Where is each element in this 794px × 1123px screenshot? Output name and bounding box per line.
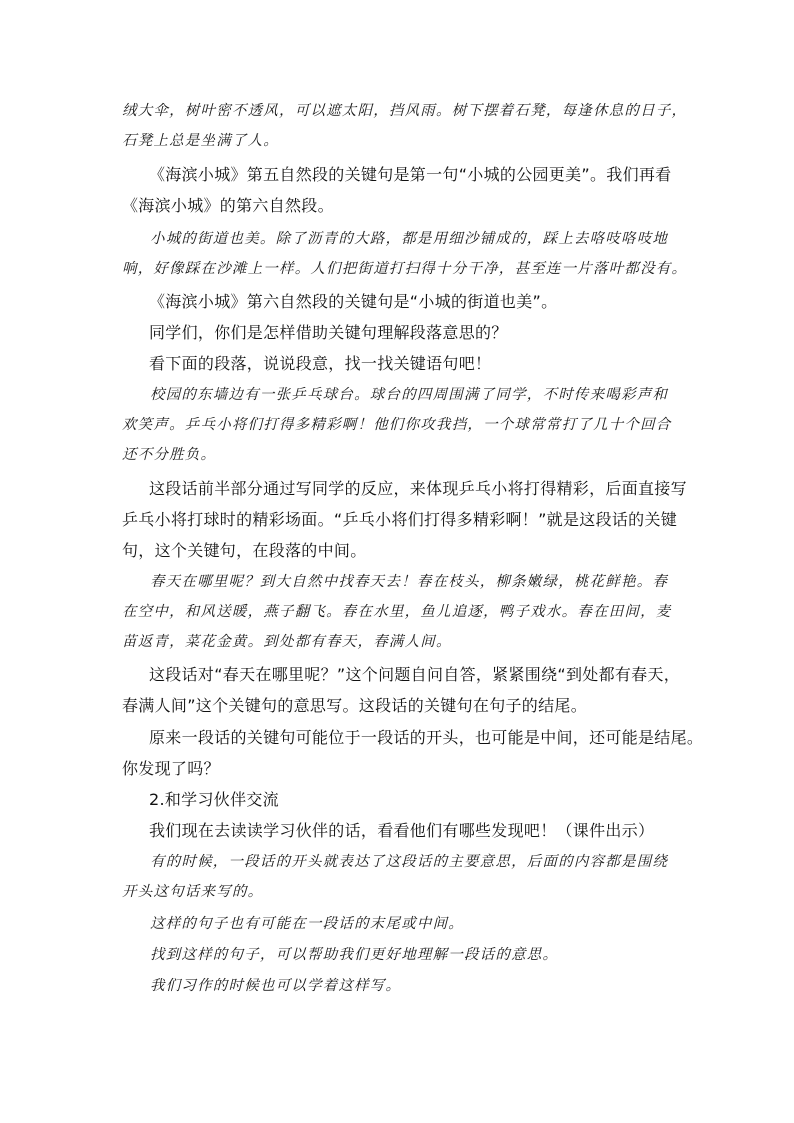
text-line-10: 校园的东墙边有一张乒乓球台。球台的四周围满了同学，不时传来喝彩声和	[150, 387, 669, 403]
text-line-14: 乒乓小将打球时的精彩场面。“乒乓小将们打得多精彩啊！”就是这段话的关键	[122, 510, 678, 529]
text-line-28: 找到这样的句子，可以帮助我们更好地理解一段话的意思。	[150, 947, 559, 963]
text-line-29: 我们习作的时候也可以学着这样写。	[150, 978, 402, 994]
text-line-19: 这段话对“春天在哪里呢？”这个问题自问自答，紧紧围绕“到处都有春天，	[149, 665, 681, 684]
text-line-8: 同学们，你们是怎样借助关键句理解段落意思的？	[149, 323, 508, 342]
text-line-17: 在空中，和风送暖，燕子翻飞。春在水里，鱼儿追逐，鸭子戏水。春在田间，麦	[122, 604, 672, 620]
text-line-21: 原来一段话的关键句可能位于一段话的开头，也可能是中间，还可能是结尾。	[149, 728, 704, 747]
text-line-22: 你发现了吗？	[122, 759, 220, 778]
text-line-25: 有的时候，一段话的开头就表达了这段话的主要意思，后面的内容都是围绕	[150, 854, 669, 870]
text-line-7: 《海滨小城》第六自然段的关键句是“小城的街道也美”。	[149, 292, 558, 311]
text-line-2: 石凳上总是坐满了人。	[122, 133, 279, 149]
text-line-20: 春满人间”这个关键句的意思写。这段话的关键句在句子的结尾。	[122, 696, 587, 715]
text-line-4: 《海滨小城》的第六自然段。	[122, 196, 334, 215]
text-line-15: 句，这个关键句，在段落的中间。	[122, 541, 367, 560]
text-line-9: 看下面的段落，说说段意，找一找关键语句吧！	[149, 354, 492, 373]
text-line-27: 这样的句子也有可能在一段话的末尾或中间。	[150, 916, 464, 932]
text-line-5: 小城的街道也美。除了沥青的大路，都是用细沙铺成的，踩上去咯吱咯吱地	[150, 231, 669, 247]
text-line-11: 欢笑声。乒乓小将们打得多精彩啊！他们你攻我挡，一个球常常打了几十个回合	[122, 417, 672, 433]
text-line-12: 还不分胜负。	[122, 447, 217, 463]
text-line-13: 这段话前半部分通过写同学的反应，来体现乒乓小将打得精彩，后面直接写	[149, 479, 687, 498]
text-line-6: 响，好像踩在沙滩上一样。人们把街道打扫得十分干净，甚至连一片落叶都没有。	[122, 261, 688, 277]
text-line-1: 绒大伞，树叶密不透风，可以遮太阳，挡风雨。树下摆着石凳，每逢休息的日子，	[122, 103, 688, 119]
text-line-18: 苗返青，菜花金黄。到处都有春天，春满人间。	[122, 634, 452, 650]
text-line-24: 我们现在去读读学习伙伴的话，看看他们有哪些发现吧！（课件出示）	[149, 821, 655, 840]
text-line-16: 春天在哪里呢？到大自然中找春天去！春在枝头，柳条嫩绿，桃花鲜艳。春	[150, 574, 669, 590]
section-heading: 2.和学习伙伴交流	[149, 790, 279, 809]
text-line-3: 《海滨小城》第五自然段的关键句是第一句“小城的公园更美”。我们再看	[149, 165, 672, 184]
text-line-26: 开头这句话来写的。	[122, 884, 264, 900]
